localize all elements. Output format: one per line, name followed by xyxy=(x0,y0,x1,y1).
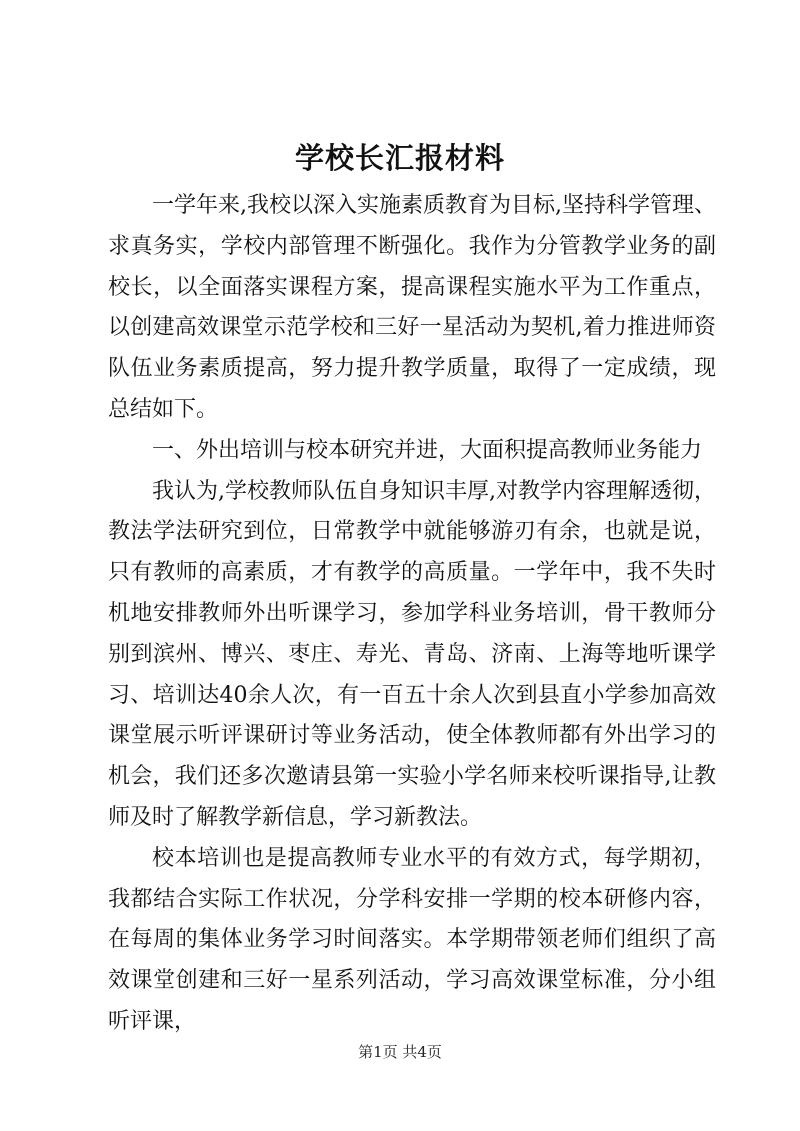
document-body xyxy=(108,186,716,1043)
section-heading: 一、外出培训与校本研究并进，大面积提高教师业务能力 xyxy=(152,437,703,463)
paragraph-training: 我认为,学校教师队伍自身知识丰厚,对教学内容理解透彻，教法学法研究到位，日常教学中就能够游刃有余，也就是说，只有教师的高素质，才有教学的高质量。一学年中，我不失时机地安排教师外出听课学习，参加学科业务培训，骨干教师分别到滨州、博兴、枣庄、寿光、青岛、济南、上海等地听课学习、培训达40余人次，有一百五十余人次到县直小学参加高效课堂展示听评课研讨等业务活动，使全体教师都有外出学习的机会，我们还多次邀请县第一实验小学名师来校听课指导,让教师及时了解教学新信息，学习新教法。 xyxy=(108,478,716,830)
page-number: 第1页 共4页 xyxy=(358,1043,442,1061)
paragraph-intro: 一学年来,我校以深入实施素质教育为目标,坚持科学管理、求真务实，学校内部管理不断强化。我作为分管教学业务的副校长，以全面落实课程方案，提高课程实施水平为工作重点，以创建高效课堂示范学校和三好一星活动为契机,着力推进师资队伍业务素质提高，努力提升教学质量，取得了一定成绩，现总结如下。 xyxy=(108,193,716,422)
paragraph-school-based: 校本培训也是提高教师专业水平的有效方式，每学期初，我都结合实际工作状况，分学科安排一学期的校本研修内容，在每周的集体业务学习时间落实。本学期带领老师们组织了高效课堂创建和三好一星系列活动，学习高效课堂标准，分小组听评课， xyxy=(108,845,716,1034)
document-title: 学校长汇报材料 xyxy=(294,141,505,175)
